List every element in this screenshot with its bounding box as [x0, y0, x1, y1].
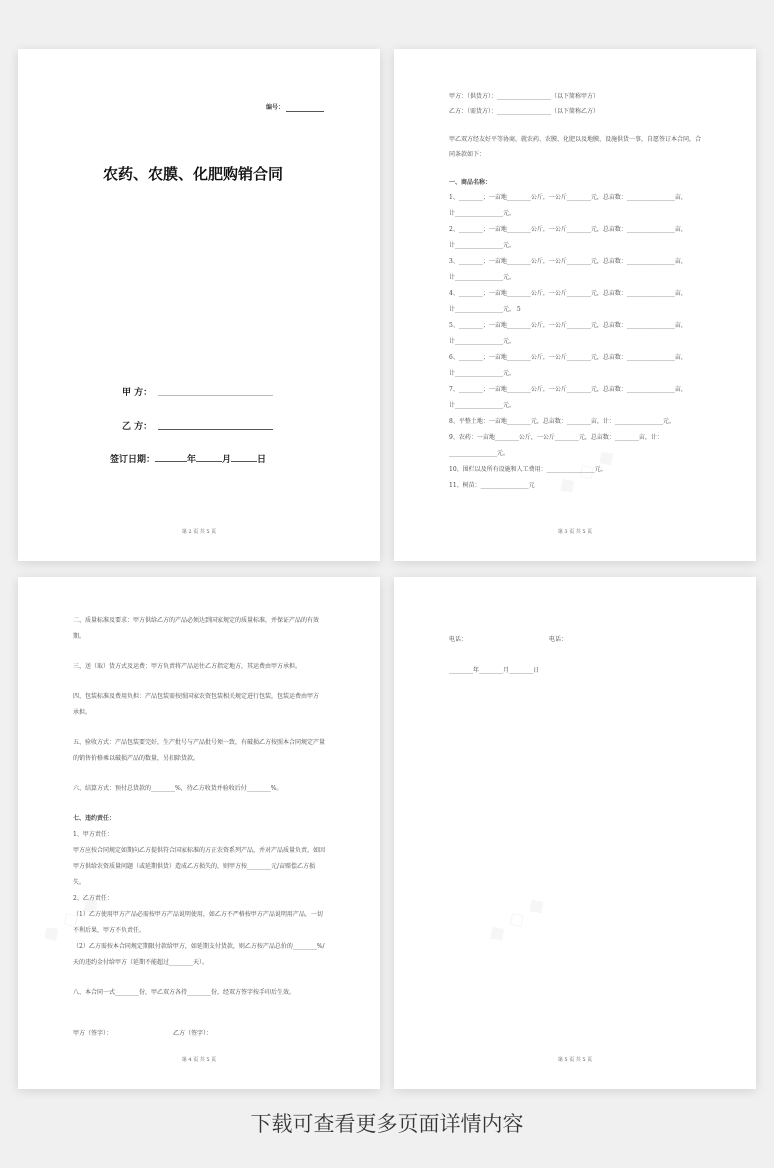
page-title: 农药、农膜、化肥购销合同: [103, 165, 284, 183]
clause-line: 3、________；一亩地________公斤，一公斤________元，总亩数：________________亩，: [449, 258, 687, 265]
download-caption: 下载可查看更多页面详情内容: [250, 1112, 524, 1136]
clause-line: 不利后果，甲方不负责任。: [73, 927, 146, 934]
phone-b-label: 电话：: [549, 636, 568, 643]
clause-line: 甲乙双方经友好平等协商，就农药、农膜、化肥以及地膜、设施供货一事，自愿签订本合同，合: [449, 136, 702, 143]
clause-line: 计________________元。: [449, 370, 516, 377]
date-line: ________年________月________日: [449, 667, 540, 674]
watermark: [483, 891, 550, 949]
clause-line: 八、本合同一式________份，甲乙双方各持________份，经双方签字按手印后生效。: [73, 989, 296, 996]
clause-line: 二、质量标准及要求：甲方供给乙方的产品必须达到国家规定的质量标准，并保证产品的有效: [73, 617, 320, 624]
clause-line: （2）乙方需按本合同规定期限付款给甲方，如延期支付货款，则乙方按产品总价的________%/: [73, 943, 325, 950]
page-footer: 第 2 页 共 5 页: [181, 529, 217, 535]
party-a-blank: [158, 395, 273, 396]
clause-line: 2、________；一亩地________公斤，一公斤________元，总亩数：________________亩，: [449, 226, 687, 233]
clause-line: 期。: [73, 633, 86, 640]
clause-line: 8、平整土地：一亩地________元，总亩数：________亩，计：________________元。: [449, 418, 675, 425]
clause-line: 甲方应按合同规定如期向乙方提供符合国家标准的方正农资系列产品，并对产品质量负责，如因: [73, 847, 326, 854]
clause-line: 9、农药：一亩地________公斤，一公斤________元，总亩数：________亩，计：: [449, 434, 663, 441]
document-page-contacts: [394, 577, 756, 1089]
document-page-terms: [18, 577, 380, 1089]
clause-line: 计________________元。 5: [449, 306, 521, 313]
clause-line: 失。: [73, 879, 86, 886]
clause-line: 天的违约金付给甲方（延期不能超过________天）。: [73, 959, 209, 966]
contract-number-label: 编号：: [266, 104, 285, 111]
page-footer: 第 5 页 共 5 页: [557, 1057, 593, 1063]
terms-list: [73, 617, 373, 1019]
clause-line: （1）乙方使用甲方产品必需按甲方产品说明使用，如乙方不严格按甲方产品说明用产品，一切: [73, 911, 323, 918]
clause-line: 4、________；一亩地________公斤，一公斤________元，总亩数：________________亩，: [449, 290, 687, 297]
clause-line: 计________________元。: [449, 274, 516, 281]
clause-line: 5、________；一亩地________公斤，一公斤________元，总亩数：________________亩，: [449, 322, 687, 329]
party-b-signature: 乙方（签字）：: [173, 1030, 213, 1037]
page-footer: 第 3 页 共 5 页: [557, 529, 593, 535]
contract-number-blank: [286, 111, 324, 112]
page-footer: 第 4 页 共 5 页: [181, 1057, 217, 1063]
clause-line: 五、验收方式：产品包装要完好，生产批号与产品批号须一致，有破损乙方按照本合同规定产量: [73, 739, 326, 746]
sign-date-row: [110, 452, 266, 465]
clause-line: 甲方：（供货方）：__________________（以下简称甲方）: [449, 93, 600, 100]
section-heading: 一、商品名称：: [449, 179, 492, 186]
clause-line: 2、乙方责任：: [73, 895, 113, 902]
section-heading: 七、违约责任：: [73, 815, 116, 822]
clause-line: 同条款如下：: [449, 151, 486, 158]
clause-line: 1、________；一亩地________公斤，一公斤________元，总亩数：________________亩，: [449, 194, 687, 201]
party-b-blank: [158, 429, 273, 430]
document-page-cover: [18, 49, 380, 561]
clause-line: 乙方：（需货方）：__________________（以下简称乙方）: [449, 108, 600, 115]
clause-line: 7、________；一亩地________公斤，一公斤________元，总亩数：________________亩，: [449, 386, 687, 393]
clause-line: 计________________元。: [449, 338, 516, 345]
clause-line: 6、________；一亩地________公斤，一公斤________元，总亩数：________________亩，: [449, 354, 687, 361]
clause-line: ________________元。: [449, 450, 510, 457]
clause-line: 计________________元。: [449, 210, 516, 217]
party-a-label: 甲 方：: [122, 388, 153, 398]
year-label: 年: [187, 455, 197, 465]
clause-line: 计________________元。: [449, 402, 516, 409]
phone-a-label: 电话：: [449, 636, 468, 643]
clause-line: 四、包装标准及费用负担：产品包装需按照国家农资包装相关规定进行包装，包装运费由甲方: [73, 693, 320, 700]
clause-line: 10、围栏以及所有设施和人工费用：________________元。: [449, 466, 607, 473]
month-label: 月: [222, 455, 232, 465]
goods-list: [449, 93, 749, 498]
sign-date-label: 签订日期：: [110, 455, 156, 465]
clause-line: 11、树苗：________________元: [449, 482, 535, 489]
clause-line: 的销售价格乘以破损产品的数量，另扣除货款。: [73, 755, 200, 762]
clause-line: 六、结算方式：预付总货款的________%，待乙方收货并验收后付________%。: [73, 785, 283, 792]
clause-line: 三、送（取）货方式及运费：甲方负责将产品运往乙方指定地方，其运费由甲方承担。: [73, 663, 302, 670]
clause-line: 1、甲方责任：: [73, 831, 113, 838]
document-page-goods: [394, 49, 756, 561]
party-b-label: 乙 方：: [122, 422, 153, 432]
party-a-signature: 甲方（签字）：: [73, 1030, 113, 1037]
clause-line: 计________________元。: [449, 242, 516, 249]
clause-line: 甲方供给农资质量问题（或延期供货）造成乙方损失的，则甲方按________元/亩赔偿乙方损: [73, 863, 316, 870]
clause-line: 承担。: [73, 709, 92, 716]
day-label: 日: [257, 455, 267, 465]
